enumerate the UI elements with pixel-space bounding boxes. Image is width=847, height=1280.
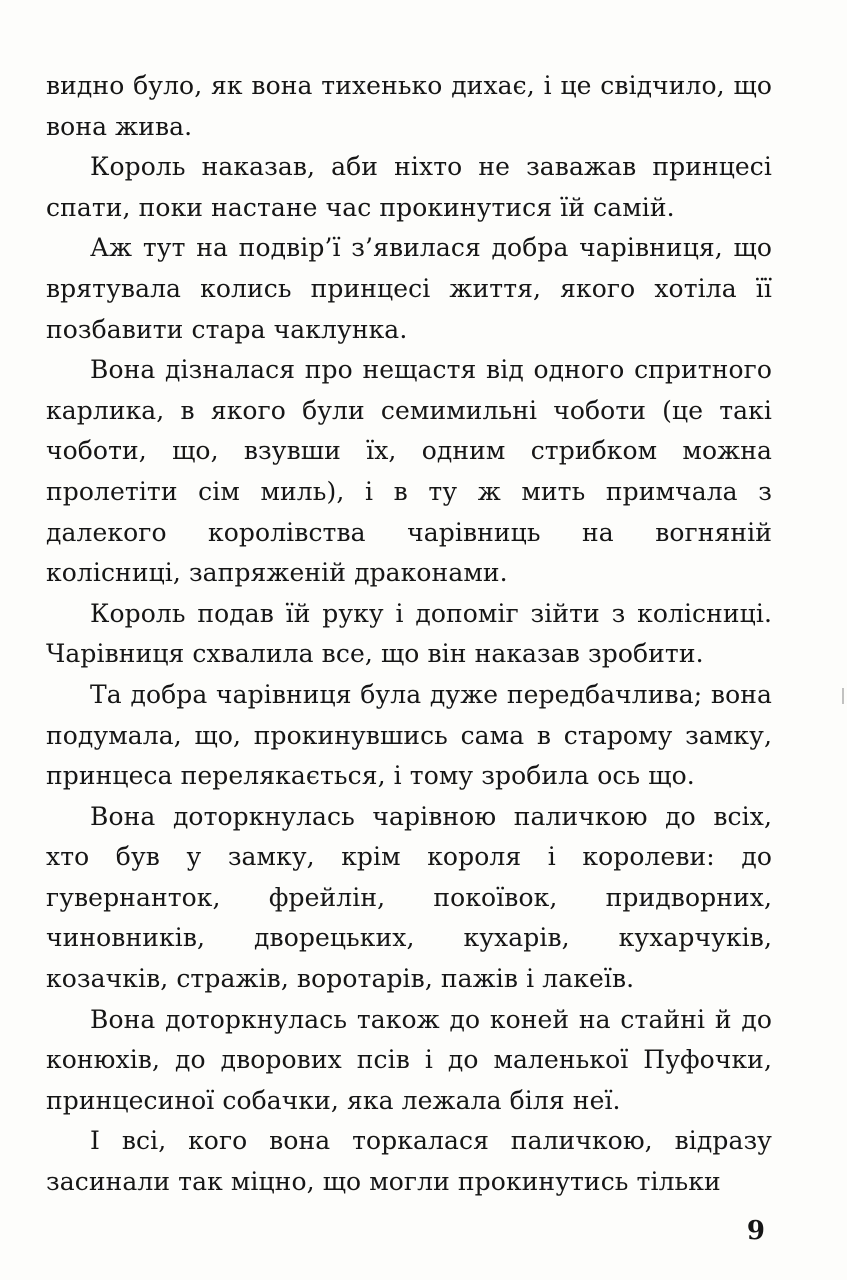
paragraph-3: Аж тут на подвір’ї з’явилася добра чарівниця, що врятувала колись принцесі життя, якого хотіла її позбавити стара чаклунка. [46,233,772,344]
body-text [46,66,772,1203]
paragraph-8: Вона доторкнулась також до коней на стайні й до конюхів, до дворових псів і до маленької Пуфочки, принцесиної собачки, яка лежала біля неї. [46,1004,772,1115]
paragraph-5: Король подав їй руку і допоміг зійти з колісниці. Чарівниця схвалила все, що він наказав зробити. [46,598,772,669]
scan-edge-mark [842,688,844,704]
paragraph-6: Та добра чарівниця була дуже передбачлива; вона подумала, що, прокинувшись сама в старому замку, принцеса перелякається, і тому зробила ось що. [46,679,772,791]
paragraph-7: Вона доторкнулась чарівною паличкою до всіх, хто був у замку, крім короля і королеви: до гувернанток, фрейлін, покоївок, придворних, чиновників, дворецьких, кухарів, кухарчуків, козачків, стражів, воротарів, пажів і лакеїв. [46,801,772,994]
paragraph-2: Король наказав, аби ніхто не заважав принцесі спати, поки настане час прокинутися їй самій. [46,152,772,222]
page-number: 9 [746,1216,765,1246]
paragraph-1: видно було, як вона тихенько дихає, і це свідчило, що вона жива. [46,71,772,141]
paragraph-4: Вона дізналася про нещастя від одного спритного карлика, в якого були семимильні чоботи (це такі чоботи, що, взувши їх, одним стрибком можна пролетіти сім миль), і в ту ж мить примчала з далекого королівства чарівниць на вогняній колісниці, запряженій драконами. [46,355,772,588]
paragraph-9: І всі, кого вона торкалася паличкою, відразу засинали так міцно, що могли прокинутись тільки [46,1126,772,1197]
